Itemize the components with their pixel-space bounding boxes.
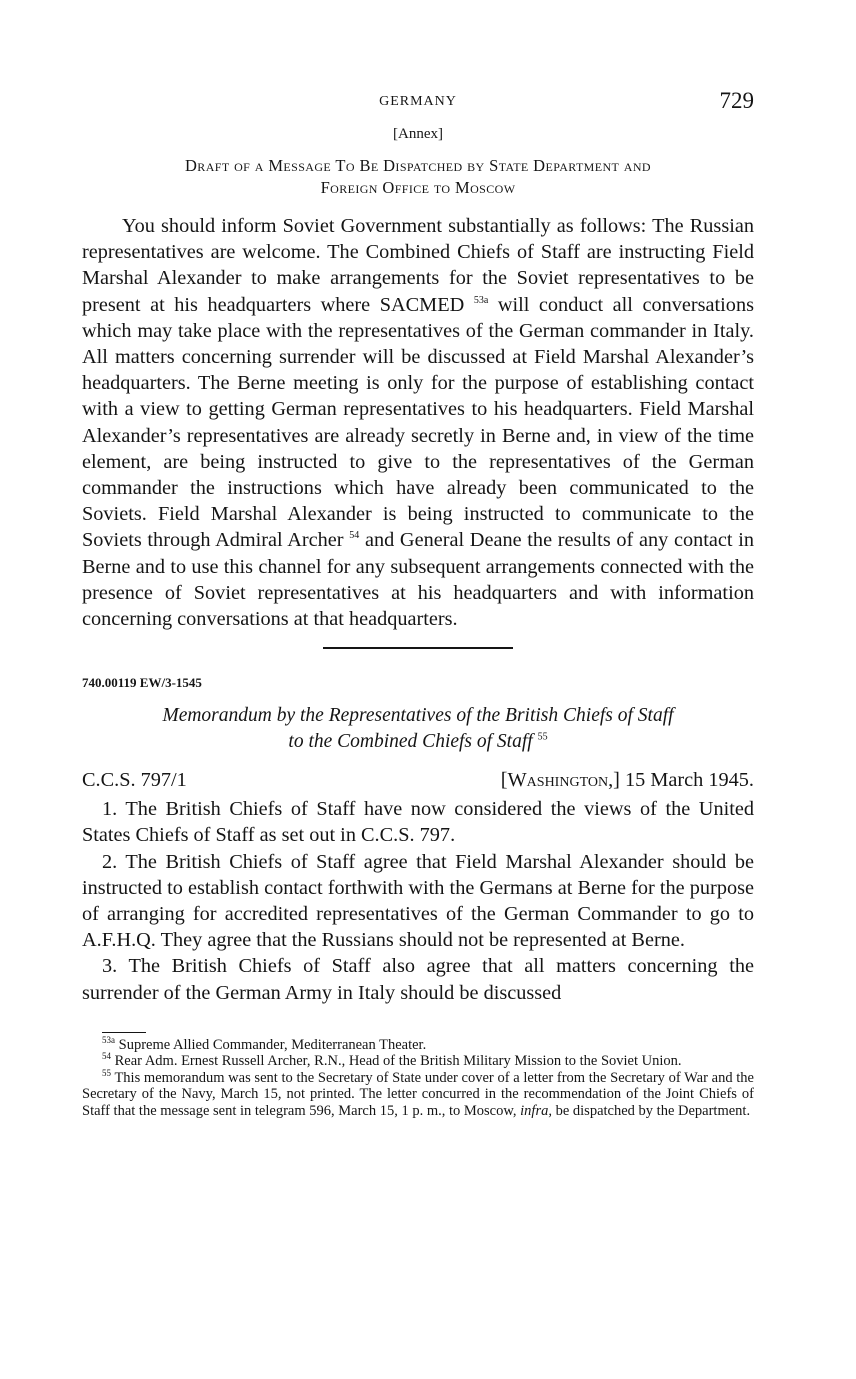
memo-title (82, 703, 754, 755)
date: 15 March 1945. (625, 769, 754, 792)
file-number: 740.00119 EW/3-1545 (82, 675, 202, 691)
annex-title-line-2: Foreign Office to Moscow (320, 178, 516, 197)
place-close-bracket: ] (613, 769, 620, 792)
annex-title (82, 155, 754, 199)
footnote-ref-54: 54 (349, 530, 360, 542)
annex-message (82, 213, 754, 632)
section-divider (323, 647, 513, 649)
footnote-text: This memorandum was sent to the Secretary of State under cover of a letter from the Secretary of War and the Secretary of the Navy, March 15, not printed. The letter concurred in the recommendation of the Joint Chiefs of Staff that the message sent in telegram 596, March 15, 1 p. m., to Moscow, (82, 1069, 754, 1119)
footnote-text: Supreme Allied Commander, Mediterranean Theater. (118, 1036, 427, 1053)
footnote-italic: infra, (520, 1102, 552, 1119)
document-id: C.C.S. 797/1 (82, 769, 187, 792)
footnotes (82, 1032, 754, 1120)
footnote-ref-53a: 53a (473, 294, 489, 306)
running-header (82, 86, 754, 122)
memo-paragraph-1: 1. The British Chiefs of Staff have now considered the views of the United States Chiefs of Staff as set out in C.C.S. 797. (82, 798, 754, 847)
footnote-rule (102, 1032, 146, 1033)
footnote-mark: 53a (102, 1035, 115, 1046)
footnote-53a (82, 1037, 754, 1054)
message-text-part-2: will conduct all conversations which may take place with the representatives of the German commander in Italy. All matters concerning surrender will be discussed at Field Marshal Alexander’s headquarters. The Berne meeting is only for the purpose of establishing contact with a view to getting German representatives to his headquarters. Field Marshal Alexander’s representatives are already secretly in Berne and, in view of the time element, are being instructed to give to the representatives of the German commander the instructions which have already been communicated to the Soviets. Field Marshal Alexander is being instructed to communicate to the Soviets through Admiral Archer (82, 293, 754, 552)
place-open-bracket: [ (500, 769, 508, 792)
footnote-mark: 55 (102, 1068, 111, 1079)
memo-paragraph-2: 2. The British Chiefs of Staff agree that Field Marshal Alexander should be instructed to establish contact forthwith with the Germans at Berne for the purpose of arranging for accredited representatives of the German Commander to go to A.F.H.Q. They agree that the Russians should not be represented at Berne. (82, 850, 754, 952)
footnote-54 (82, 1053, 754, 1070)
footnote-text-end: be dispatched by the Department. (555, 1102, 751, 1119)
memo-heading-row (82, 769, 754, 792)
memo-title-line-2 (82, 729, 754, 755)
place-date (501, 769, 754, 792)
annex-label: [Annex] (393, 126, 443, 142)
footnote-mark: 54 (102, 1051, 111, 1062)
page-number: 729 (719, 88, 754, 113)
annex-title-line-1: Draft of a Message To Be Dispatched by State Department and (184, 156, 652, 175)
message-text-part-3: and General Deane the results of any contact in Berne and to use this channel for any subsequent arrangements connected with the presence of Soviet representatives at his headquarters and with information concerning conversations at that headquarters. (82, 529, 754, 631)
memo-title-line-1: Memorandum by the Representatives of the British Chiefs of Staff (162, 705, 674, 727)
running-title: GERMANY (379, 94, 457, 109)
place: Washington, (507, 769, 614, 792)
footnote-ref-55: 55 (537, 731, 548, 743)
memo-title-line-2-text: to the Combined Chiefs of Staff (288, 731, 533, 753)
document-page (82, 86, 754, 1119)
message-text-part-1: You should inform Soviet Government substantially as follows: The Russian representatives are welcome. The Combined Chiefs of Staff are instructing Field Marshal Alexander to make arrangements for the Soviet representatives to be present at his headquarters where SACMED (82, 215, 754, 316)
footnote-55 (82, 1070, 754, 1120)
footnote-text: Rear Adm. Ernest Russell Archer, R.N., Head of the British Military Mission to the Soviet Union. (114, 1053, 682, 1070)
memo-paragraph-3: 3. The British Chiefs of Staff also agree that all matters concerning the surrender of the German Army in Italy should be discussed (82, 955, 754, 1004)
